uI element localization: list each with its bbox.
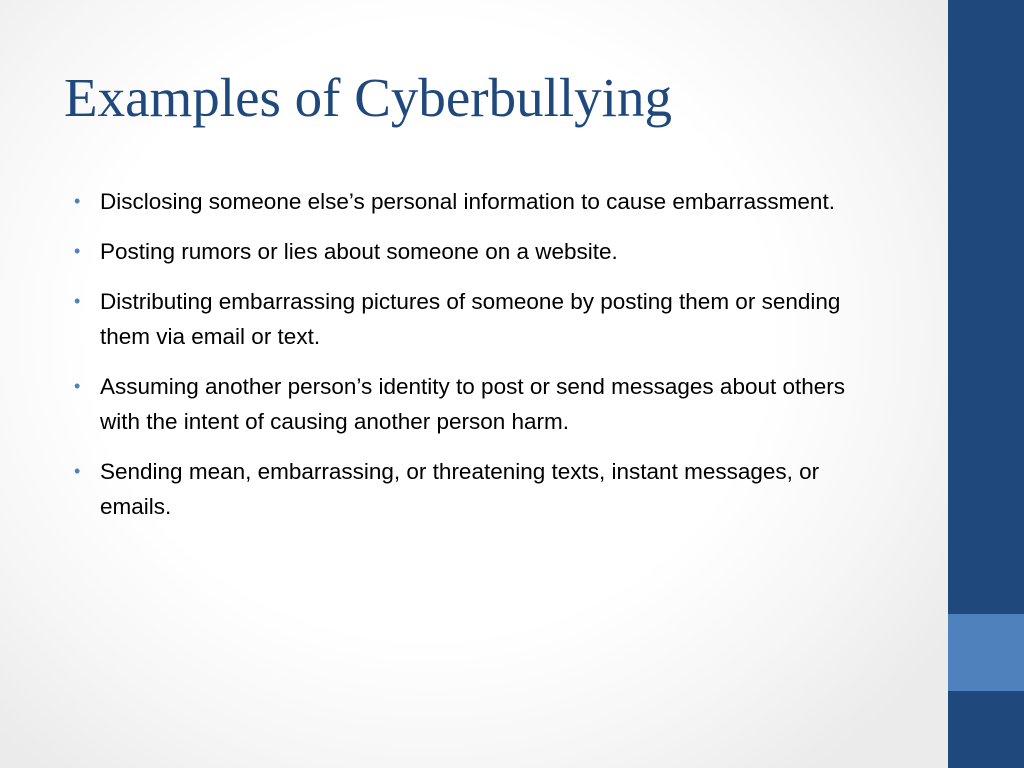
bullet-icon: • <box>74 241 81 261</box>
bullet-text: Assuming another person’s identity to post or send messages about others with the intent of causing another person harm. <box>100 374 846 434</box>
bullet-icon: • <box>74 291 81 311</box>
bullet-text: Posting rumors or lies about someone on a website. <box>100 239 618 264</box>
bullet-item <box>74 369 854 439</box>
bullet-item <box>74 454 854 524</box>
bullet-item <box>74 284 854 354</box>
bullet-text: Sending mean, embarrassing, or threatening texts, instant messages, or emails. <box>100 459 820 519</box>
bullet-text: Disclosing someone else’s personal information to cause embarrassment. <box>100 189 835 214</box>
bullet-icon: • <box>74 191 81 211</box>
bullet-text: Distributing embarrassing pictures of someone by posting them or sending them via email or text. <box>100 289 841 349</box>
bullet-item <box>74 234 854 269</box>
sidebar-accent-block <box>948 614 1024 691</box>
slide-title: Examples of Cyberbullying <box>64 67 672 128</box>
bullet-item <box>74 184 854 219</box>
bullet-list <box>74 184 854 539</box>
bullet-icon: • <box>74 376 81 396</box>
bullet-icon: • <box>74 461 81 481</box>
